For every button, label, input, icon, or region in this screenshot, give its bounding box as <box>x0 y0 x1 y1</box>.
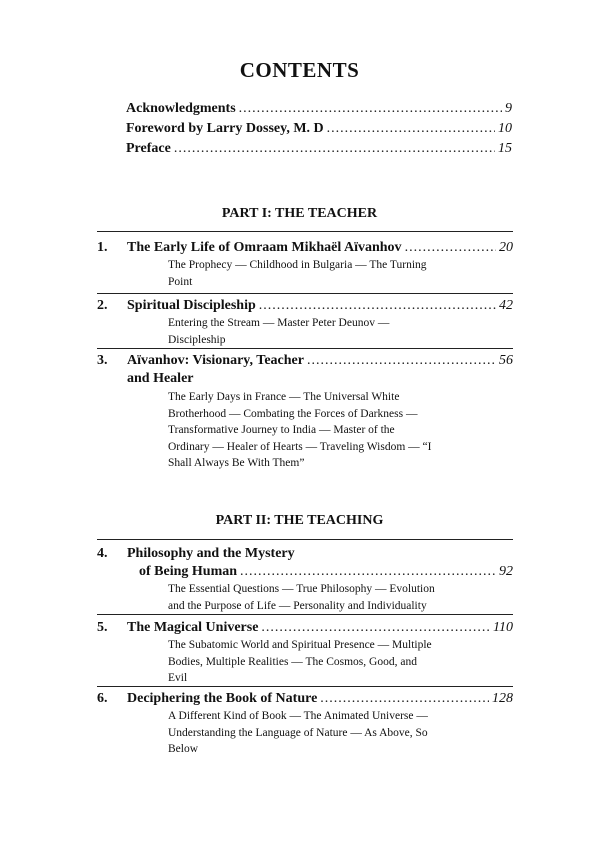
chapter-title: Spiritual Discipleship <box>127 298 256 313</box>
front-matter-list <box>126 99 512 159</box>
chapter-title-continued: and Healer <box>127 371 194 386</box>
toc-page-number: 110 <box>493 620 513 635</box>
part-heading: PART I: THE TEACHER <box>221 206 378 221</box>
chapter-number: 5. <box>97 620 108 635</box>
toc-chapter-5[interactable] <box>97 619 513 687</box>
chapter-title: Deciphering the Book of Nature <box>127 691 318 706</box>
divider <box>97 539 513 540</box>
dot-leader <box>327 119 495 139</box>
dot-leader <box>261 619 490 637</box>
chapter-number: 6. <box>97 691 108 706</box>
part-heading: PART II: THE TEACHING <box>215 513 384 528</box>
chapter-title: Philosophy and the Mystery <box>127 546 295 561</box>
toc-entry-acknowledgments[interactable] <box>126 99 512 119</box>
toc-chapter-2[interactable] <box>97 297 513 348</box>
dot-leader <box>174 139 495 159</box>
divider <box>97 686 513 687</box>
toc-page-number: 9 <box>505 101 512 116</box>
chapter-description: The Early Days in France — The Universal White Brotherhood — Combating the Forces of Darkness — Transformative Journey to India — Master of the Ordinary — Healer of Hearts — Traveling Wisdom — “I Shall Always Be With Them” <box>168 391 432 469</box>
toc-chapter-1[interactable] <box>97 239 513 290</box>
dot-leader <box>259 297 496 315</box>
dot-leader <box>240 563 496 581</box>
chapter-title-continued: of Being Human <box>139 564 238 579</box>
toc-page-number: 128 <box>492 691 513 706</box>
toc-page-number: 10 <box>498 121 512 136</box>
chapter-number: 1. <box>97 240 108 255</box>
chapter-description: A Different Kind of Book — The Animated Universe — Understanding the Language of Nature — As Above, So Below <box>168 710 428 755</box>
toc-entry-label: Acknowledgments <box>126 101 236 116</box>
chapter-description: The Essential Questions — True Philosophy — Evolution and the Purpose of Life — Personality and Individuality <box>168 583 435 612</box>
toc-chapter-3[interactable] <box>97 352 513 472</box>
toc-chapter-4[interactable] <box>97 545 513 614</box>
chapter-number: 2. <box>97 298 108 313</box>
chapter-title: Aïvanhov: Visionary, Teacher <box>127 353 304 368</box>
toc-entry-label: Preface <box>126 141 171 156</box>
toc-chapter-6[interactable] <box>97 690 513 758</box>
divider <box>97 293 513 294</box>
page-title: CONTENTS <box>239 58 360 82</box>
toc-entry-foreword[interactable] <box>126 119 512 139</box>
toc-page-number: 42 <box>499 298 513 313</box>
toc-page-number: 15 <box>498 141 512 156</box>
chapter-description: The Prophecy — Childhood in Bulgaria — The Turning Point <box>168 259 427 288</box>
chapter-title: The Magical Universe <box>127 620 259 635</box>
dot-leader <box>320 690 489 708</box>
chapter-number: 3. <box>97 353 108 368</box>
divider <box>97 348 513 349</box>
toc-entry-preface[interactable] <box>126 139 512 159</box>
divider <box>97 231 513 232</box>
toc-entry-label: Foreword by Larry Dossey, M. D <box>126 121 324 136</box>
dot-leader <box>239 99 502 119</box>
chapter-title: The Early Life of Omraam Mikhaël Aïvanhov <box>127 240 402 255</box>
divider <box>97 614 513 615</box>
chapter-description: Entering the Stream — Master Peter Deunov — Discipleship <box>168 317 390 346</box>
toc-page-number: 20 <box>499 240 513 255</box>
dot-leader <box>405 239 496 257</box>
toc-page-number: 56 <box>499 353 513 368</box>
dot-leader <box>307 352 496 370</box>
chapter-description: The Subatomic World and Spiritual Presence — Multiple Bodies, Multiple Realities — The Cosmos, Good, and Evil <box>168 639 432 684</box>
chapter-number: 4. <box>97 546 108 561</box>
toc-page-number: 92 <box>499 564 513 579</box>
